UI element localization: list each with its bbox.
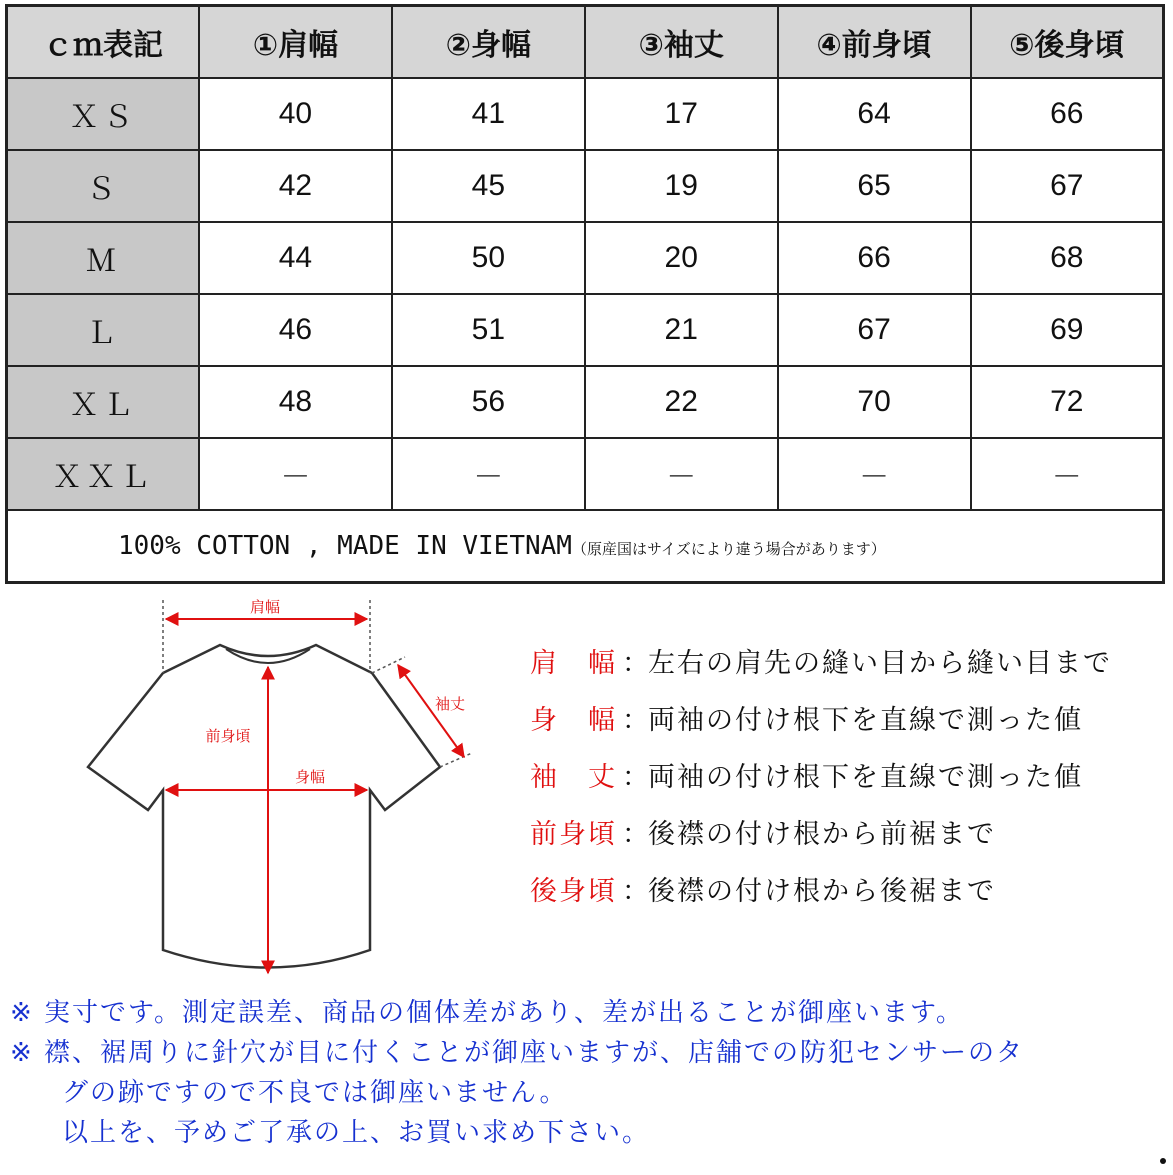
table-row [7,150,1164,222]
legend-colon: ： [622,705,649,736]
table-cell: 20 [585,222,778,294]
table-cell: 19 [585,150,778,222]
size-label: ＸＬ [7,366,200,438]
table-row [7,222,1164,294]
legend-item-back-length [530,860,1170,917]
shoulder-diagram-label: 肩幅 [249,598,281,616]
legend-colon: ： [622,819,649,850]
table-cell: 44 [199,222,392,294]
legend-desc: 両袖の付け根下を直線で測った値 [648,762,1083,793]
legend-colon: ： [622,762,649,793]
sleeve-guide-top [372,657,405,673]
table-cell: 56 [392,366,585,438]
legend-desc: 後襟の付け根から前裾まで [648,819,996,850]
legend-term: 前身頃 [530,819,617,850]
table-cell: 50 [392,222,585,294]
col-header-chest: ②身幅 [392,6,585,79]
legend-desc: 左右の肩先の縫い目から縫い目まで [648,648,1112,679]
table-cell: 21 [585,294,778,366]
col-header-back-length: ⑤後身頃 [971,6,1164,79]
table-header-row [7,6,1164,79]
material-text: 100% COTTON , MADE IN VIETNAM [118,531,572,561]
note-line: 以上を、予めご了承の上、お買い求め下さい。 [62,1118,651,1148]
size-chart-table [5,4,1165,584]
table-cell: 40 [199,78,392,150]
table-cell: 72 [971,366,1164,438]
table-cell: － [585,438,778,510]
table-row [7,438,1164,510]
legend-colon: ： [622,648,649,679]
table-cell: 65 [778,150,971,222]
table-cell: 64 [778,78,971,150]
legend-item-shoulder [530,632,1170,689]
sleeve-guide-bottom [440,753,472,767]
front-length-diagram-label: 前身頃 [205,727,251,745]
chest-diagram-label: 身幅 [294,768,326,786]
legend-desc: 後襟の付け根から後裾まで [648,876,996,907]
table-cell: － [971,438,1164,510]
table-cell: 70 [778,366,971,438]
legend-term: 肩 幅 [530,648,617,679]
table-cell: 67 [778,294,971,366]
note-line: ※ 襟、裾周りに針穴が目に付くことが御座いますが、店舗での防犯センサーのタ [10,1038,1025,1068]
legend-item-chest [530,689,1170,746]
table-cell: 48 [199,366,392,438]
table-cell: 68 [971,222,1164,294]
table-cell: 67 [971,150,1164,222]
legend-term: 身 幅 [530,705,617,736]
table-cell: 42 [199,150,392,222]
table-cell: 51 [392,294,585,366]
table-cell: 22 [585,366,778,438]
tshirt-outline [88,645,440,968]
size-label: Ｓ [7,150,200,222]
origin-note: （原産国はサイズにより違う場合があります） [571,540,886,558]
table-cell: 66 [778,222,971,294]
legend-item-sleeve [530,746,1170,803]
table-cell: － [199,438,392,510]
table-row [7,78,1164,150]
table-cell: 66 [971,78,1164,150]
table-cell: 45 [392,150,585,222]
legend-term: 袖 丈 [530,762,617,793]
col-header-sleeve: ③袖丈 [585,6,778,79]
table-row [7,294,1164,366]
col-header-front-length: ④前身頃 [778,6,971,79]
measurement-legend [530,632,1170,917]
unit-header: ｃｍ表記 [7,6,200,79]
table-row [7,366,1164,438]
col-header-shoulder: ①肩幅 [199,6,392,79]
table-cell: － [392,438,585,510]
table-cell: 46 [199,294,392,366]
tshirt-measurement-diagram [80,595,510,985]
note-line: ※ 実寸です。測定誤差、商品の個体差があり、差が出ることが御座います。 [10,998,964,1028]
sleeve-diagram-label: 袖丈 [434,695,466,713]
legend-colon: ： [622,876,649,907]
table-cell: 41 [392,78,585,150]
legend-desc: 両袖の付け根下を直線で測った値 [648,705,1083,736]
size-label: ＸＳ [7,78,200,150]
legend-term: 後身頃 [530,876,617,907]
table-cell: 69 [971,294,1164,366]
note-line: グの跡ですので不良では御座いません。 [62,1078,568,1108]
material-cell [7,510,1164,583]
table-cell: － [778,438,971,510]
size-label: Ｍ [7,222,200,294]
size-label: ＸＸＬ [7,438,200,510]
end-dot [1160,1158,1166,1164]
legend-item-front-length [530,803,1170,860]
disclaimer-notes [10,993,1170,1153]
material-row [7,510,1164,583]
size-label: Ｌ [7,294,200,366]
table-cell: 17 [585,78,778,150]
